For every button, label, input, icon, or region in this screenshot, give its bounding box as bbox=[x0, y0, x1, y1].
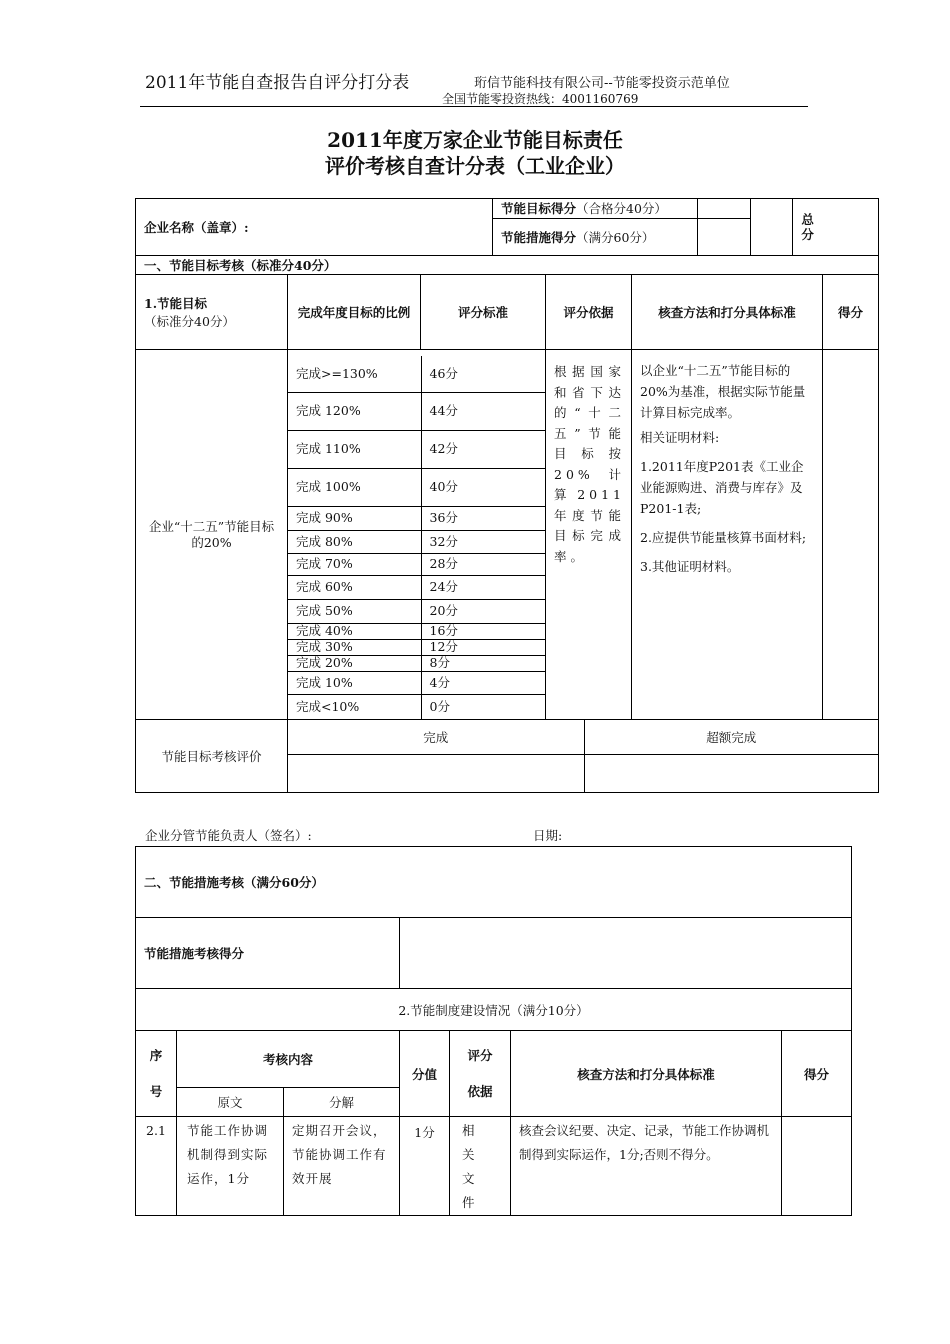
ratio-label: 完成 120% bbox=[288, 392, 421, 430]
ratio-score: 28分 bbox=[421, 553, 546, 575]
ratio-score: 16分 bbox=[421, 623, 546, 639]
col-seq-header: 序号 bbox=[136, 1031, 177, 1117]
ratio-row bbox=[288, 599, 546, 623]
row-seq: 2.1 bbox=[136, 1117, 177, 1216]
header-divider bbox=[140, 106, 808, 107]
target-score-value[interactable] bbox=[698, 199, 751, 218]
eval-complete-header: 完成 bbox=[288, 720, 584, 754]
header-doc-title: 2011年节能自查报告自评分打分表 bbox=[145, 73, 410, 93]
method-p1: 以企业“十二五”节能目标的20%为基准，根据实际节能量计算目标完成率。 bbox=[640, 363, 806, 420]
total-cell bbox=[793, 199, 878, 255]
ratio-row bbox=[288, 468, 546, 506]
col-method-header: 核查方法和打分具体标准 bbox=[632, 275, 823, 350]
target-description: 企业“十二五”节能目标的20% bbox=[136, 350, 288, 720]
col-breakdown-header: 分解 bbox=[284, 1088, 400, 1117]
target-score-note: （合格分40分） bbox=[576, 201, 667, 217]
ratio-label: 完成 10% bbox=[288, 671, 421, 694]
row-basis: 相关文件 bbox=[450, 1117, 511, 1216]
ratio-row bbox=[288, 392, 546, 430]
ratio-row bbox=[288, 671, 546, 694]
ratio-row bbox=[288, 623, 546, 639]
col-basis2-header: 评分依据 bbox=[450, 1031, 511, 1117]
ratio-score: 4分 bbox=[421, 671, 546, 694]
measure-score-cell bbox=[492, 218, 697, 255]
col-target-header bbox=[136, 275, 288, 350]
ratio-score: 24分 bbox=[421, 575, 546, 599]
ratio-score: 8分 bbox=[421, 655, 546, 671]
ratio-row bbox=[288, 655, 546, 671]
method-p5: 3.其他证明材料。 bbox=[640, 559, 740, 574]
ratio-label: 完成<10% bbox=[288, 694, 421, 719]
ratio-label: 完成 90% bbox=[288, 506, 421, 530]
col-standard-header: 评分标准 bbox=[421, 275, 546, 350]
measure-score-label: 节能措施得分 bbox=[500, 229, 576, 245]
basis-text: 根据国家和省下达的“十二五”节能目标按20%计算2011年度节能目标完成率。 bbox=[546, 350, 632, 720]
ratio-score: 12分 bbox=[421, 639, 546, 655]
company-name-label: 企业名称（盖章）: bbox=[136, 199, 492, 255]
row-original: 节能工作协调机制得到实际运作，1分 bbox=[177, 1117, 284, 1216]
responsible-signature-label: 企业分管节能负责人（签名）: bbox=[145, 828, 312, 843]
page-title-line1: 2011年度万家企业节能目标责任 bbox=[327, 128, 623, 152]
ratio-label: 完成 100% bbox=[288, 468, 421, 506]
col-basis-header: 评分依据 bbox=[546, 275, 632, 350]
blank-cell bbox=[751, 199, 793, 255]
section2-title: 二、节能措施考核（满分60分） bbox=[136, 847, 852, 918]
col-points-header: 分值 bbox=[400, 1031, 450, 1117]
row-score-input[interactable] bbox=[782, 1117, 852, 1216]
row-method: 核查会议纪要、决定、记录，节能工作协调机制得到实际运作，1分;否则不得分。 bbox=[511, 1117, 782, 1216]
measure-score-table bbox=[135, 846, 852, 1216]
ratio-label: 完成 30% bbox=[288, 639, 421, 655]
eval-complete-input[interactable] bbox=[288, 754, 584, 792]
target-score-cell bbox=[492, 199, 697, 218]
col-score2-header: 得分 bbox=[782, 1031, 852, 1117]
section1-title: 一、节能目标考核（标准分40分） bbox=[136, 256, 879, 275]
date-label: 日期: bbox=[533, 828, 563, 843]
eval-grid bbox=[288, 720, 879, 793]
ratio-label: 完成 60% bbox=[288, 575, 421, 599]
ratio-score-grid bbox=[288, 350, 546, 720]
col-target-note: （标准分40分） bbox=[144, 314, 235, 329]
method-p2: 相关证明材料: bbox=[640, 430, 720, 445]
measure-score-note: （满分60分） bbox=[576, 229, 655, 245]
measure-total-input[interactable] bbox=[400, 918, 852, 989]
col-ratio-header: 完成年度目标的比例 bbox=[288, 275, 421, 350]
ratio-score: 42分 bbox=[421, 430, 546, 468]
measure-score-value[interactable] bbox=[698, 218, 751, 255]
ratio-score: 36分 bbox=[421, 506, 546, 530]
header-company: 珩信节能科技有限公司--节能零投资示范单位 bbox=[474, 76, 730, 91]
target-score-table bbox=[135, 198, 879, 793]
target-score-label: 节能目标得分 bbox=[500, 201, 576, 217]
ratio-row bbox=[288, 530, 546, 553]
ratio-score: 44分 bbox=[421, 392, 546, 430]
col-content-header: 考核内容 bbox=[177, 1031, 400, 1088]
ratio-score: 0分 bbox=[421, 694, 546, 719]
method-text bbox=[632, 350, 823, 720]
ratio-row bbox=[288, 356, 546, 392]
ratio-row bbox=[288, 639, 546, 655]
eval-exceed-header: 超额完成 bbox=[584, 720, 878, 754]
ratio-label: 完成 70% bbox=[288, 553, 421, 575]
ratio-row bbox=[288, 575, 546, 599]
subsection-title: 2.节能制度建设情况（满分10分） bbox=[136, 989, 852, 1031]
col-score-header: 得分 bbox=[823, 275, 879, 350]
ratio-score: 32分 bbox=[421, 530, 546, 553]
method-p3: 1.2011年度P201表《工业企业能源购进、消费与库存》及P201-1表; bbox=[640, 459, 804, 516]
ratio-row bbox=[288, 506, 546, 530]
ratio-label: 完成 110% bbox=[288, 430, 421, 468]
col-target-label: 1.节能目标 bbox=[144, 296, 208, 311]
measure-total-label: 节能措施考核得分 bbox=[136, 918, 400, 989]
ratio-row bbox=[288, 553, 546, 575]
ratio-label: 完成 20% bbox=[288, 655, 421, 671]
method-p4: 2.应提供节能量核算书面材料; bbox=[640, 530, 807, 545]
ratio-row bbox=[288, 694, 546, 719]
ratio-label: 完成 50% bbox=[288, 599, 421, 623]
eval-exceed-input[interactable] bbox=[584, 754, 878, 792]
ratio-score: 46分 bbox=[421, 356, 546, 392]
target-score-input[interactable] bbox=[823, 350, 879, 720]
ratio-label: 完成 40% bbox=[288, 623, 421, 639]
header-hotline: 全国节能零投资热线：4001160769 bbox=[442, 92, 639, 106]
ratio-label: 完成 80% bbox=[288, 530, 421, 553]
row-breakdown: 定期召开会议，节能协调工作有效开展 bbox=[284, 1117, 400, 1216]
page-title-line2: 评价考核自查计分表（工业企业） bbox=[325, 154, 625, 178]
row-points: 1分 bbox=[400, 1117, 450, 1216]
eval-label: 节能目标考核评价 bbox=[136, 720, 288, 793]
col-original-header: 原文 bbox=[177, 1088, 284, 1117]
total-label: 总分 bbox=[801, 212, 814, 242]
ratio-score: 20分 bbox=[421, 599, 546, 623]
ratio-label: 完成>=130% bbox=[288, 356, 421, 392]
ratio-row bbox=[288, 430, 546, 468]
col-method2-header: 核查方法和打分具体标准 bbox=[511, 1031, 782, 1117]
ratio-score: 40分 bbox=[421, 468, 546, 506]
